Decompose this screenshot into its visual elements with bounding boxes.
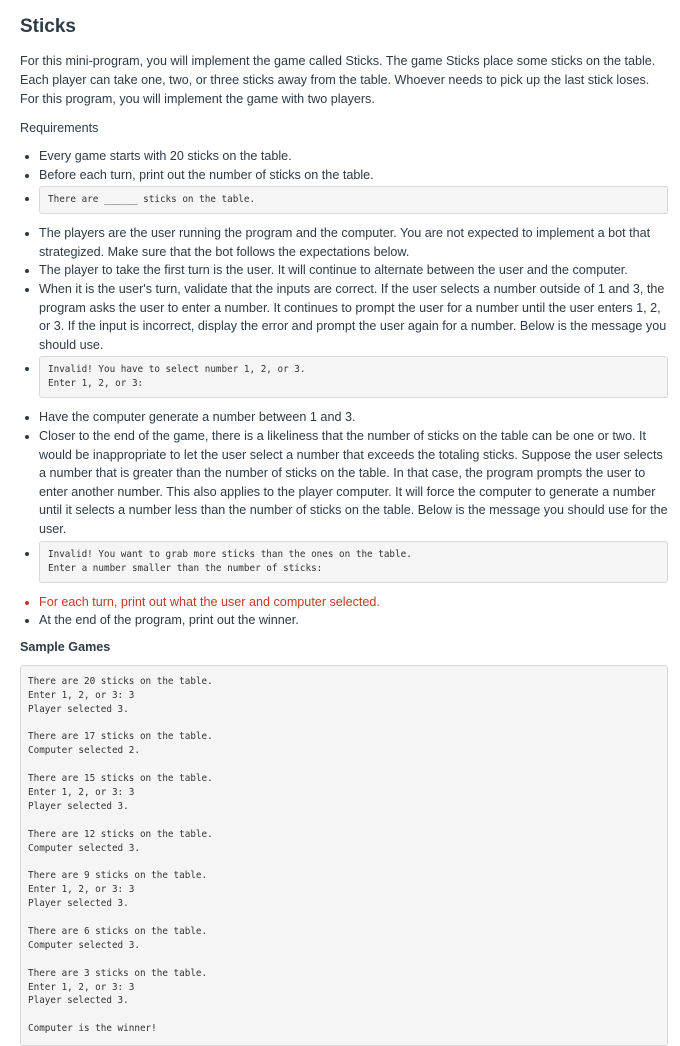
list-item-code bbox=[39, 356, 668, 398]
requirements-label: Requirements bbox=[20, 121, 99, 135]
requirements-list-4 bbox=[20, 593, 668, 630]
list-item: • Closer to the end of the game, there is a likeliness that the number of sticks on the table can be one or two. It would be inappropriate to let the user select a number that exceeds the totaling sticks. Suppose the user selects a number that is greater than the number of sticks on the table. In that case, the program prompts the user to enter another number. This also applies to the player computer. It will force the computer to generate a number until it selects a number less than the number of sticks on the table. Below is the message you should use for the user. bbox=[39, 427, 668, 539]
list-item: • Before each turn, print out the number of sticks on the table. bbox=[39, 166, 668, 185]
list-item: • At the end of the program, print out the winner. bbox=[39, 611, 668, 630]
sample-turn-block: There are 9 sticks on the table. Enter 1, 2, or 3: 3 Player selected 3. bbox=[28, 870, 208, 910]
list-item: • The player to take the first turn is the user. It will continue to alternate between the user and the computer. bbox=[39, 261, 668, 280]
list-item: • Every game starts with 20 sticks on the table. bbox=[39, 147, 668, 166]
page-title: Sticks bbox=[20, 16, 76, 37]
sample-turn-block: There are 3 sticks on the table. Enter 1, 2, or 3: 3 Player selected 3. bbox=[28, 967, 208, 1007]
sample-games-code-block bbox=[20, 665, 668, 1046]
sample-turn-block: There are 6 sticks on the table. Computer selected 3. bbox=[28, 925, 208, 951]
list-item: • When it is the user's turn, validate that the inputs are correct. If the user selects a number outside of 1 and 3, the program asks the user to enter a number. It continues to prompt the user for a number until the user enters 1, 2, or 3. If the input is incorrect, display the error and prompt the user again for a number. Below is the message you should use. bbox=[39, 280, 668, 354]
sample-games-heading: Sample Games bbox=[20, 639, 111, 654]
intro-paragraph: For this mini-program, you will implement the game called Sticks. The game Sticks place some sticks on the table. Each player can take one, two, or three sticks away from the table. Whoever needs to pick up the last stick loses. For this program, you will implement the game with two players. bbox=[20, 54, 656, 106]
code-block-too-many-sticks: • Invalid! You want to grab more sticks than the ones on the table. Enter a number smaller than the number of sticks: bbox=[39, 541, 668, 583]
code-block-sticks-count: • There are ______ sticks on the table. bbox=[39, 186, 668, 214]
sample-turn-block: There are 17 sticks on the table. Computer selected 2. bbox=[28, 731, 213, 757]
requirements-list-1 bbox=[20, 147, 668, 214]
code-block-invalid-number: • Invalid! You have to select number 1, 2, or 3. Enter 1, 2, or 3: bbox=[39, 356, 668, 398]
list-item-highlighted: • For each turn, print out what the user and computer selected. bbox=[39, 593, 668, 612]
sample-winner-line: Computer is the winner! bbox=[28, 1023, 157, 1035]
sample-turn-block: There are 15 sticks on the table. Enter 1, 2, or 3: 3 Player selected 3. bbox=[28, 773, 213, 812]
list-item: • The players are the user running the program and the computer. You are not expected to implement a bot that strategized. Make sure that the bot follows the expectations below. bbox=[39, 224, 668, 261]
requirements-list-3 bbox=[20, 408, 668, 582]
list-item: • Have the computer generate a number between 1 and 3. bbox=[39, 408, 668, 427]
sample-turn-block: There are 20 sticks on the table. Enter 1, 2, or 3: 3 Player selected 3. bbox=[28, 675, 213, 715]
list-item-code bbox=[39, 541, 668, 583]
sample-turn-block: There are 12 sticks on the table. Computer selected 3. bbox=[28, 828, 213, 854]
requirements-list-2 bbox=[20, 224, 668, 398]
list-item-code bbox=[39, 186, 668, 214]
